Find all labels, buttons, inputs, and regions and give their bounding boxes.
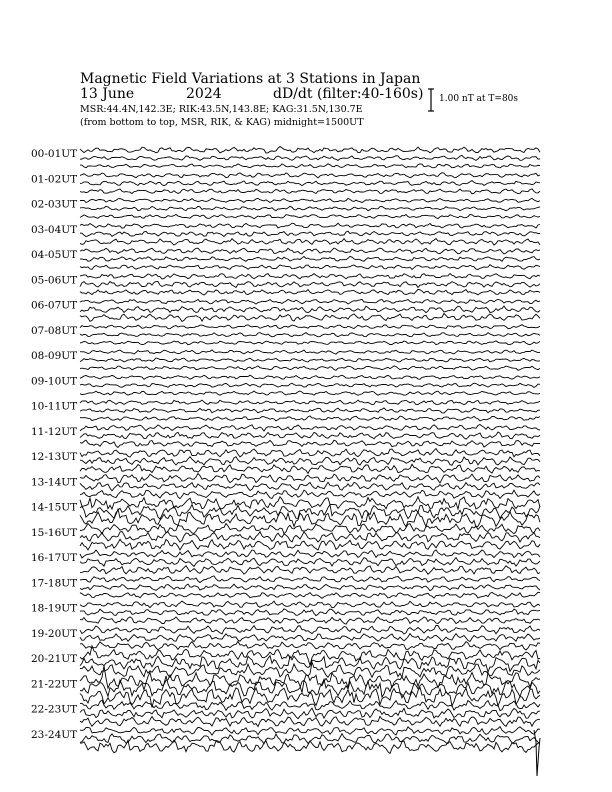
trace-rik xyxy=(80,155,540,160)
trace-kag xyxy=(80,400,540,405)
trace-rik xyxy=(80,609,540,616)
trace-kag xyxy=(80,700,540,710)
trace-rik xyxy=(80,482,540,491)
hour-label: 10-11UT xyxy=(31,400,78,413)
trace-rik xyxy=(80,256,540,261)
trace-kag xyxy=(80,425,540,432)
trace-kag xyxy=(80,727,540,736)
trace-msr xyxy=(80,341,540,345)
hour-label: 06-07UT xyxy=(31,299,78,312)
trace-msr xyxy=(80,265,540,270)
hour-label: 17-18UT xyxy=(31,577,78,590)
trace-kag xyxy=(80,223,540,228)
trace-msr xyxy=(80,566,540,575)
trace-kag xyxy=(80,449,540,458)
trace-msr xyxy=(80,440,540,447)
trace-kag xyxy=(80,601,540,608)
trace-rik xyxy=(80,584,540,591)
trace-kag xyxy=(80,625,540,634)
hour-label: 22-23UT xyxy=(31,703,78,716)
trace-rik xyxy=(80,505,540,519)
trace-msr xyxy=(80,539,540,550)
trace-msr xyxy=(80,464,540,473)
trace-kag xyxy=(80,576,540,583)
trace-kag xyxy=(80,173,540,178)
trace-kag xyxy=(80,274,540,280)
quantity-label: dD/dt (filter:40-160s) xyxy=(273,86,424,102)
trace-msr xyxy=(80,391,540,395)
hour-label: 16-17UT xyxy=(31,552,78,564)
trace-msr xyxy=(80,617,540,624)
hour-label: 15-16UT xyxy=(31,526,78,539)
trace-msr xyxy=(80,592,540,598)
trace-msr xyxy=(80,164,540,168)
trace-kag xyxy=(80,248,540,254)
trace-rik xyxy=(80,558,540,567)
hour-label: 04-05UT xyxy=(31,249,78,261)
trace-rik xyxy=(80,531,540,542)
trace-kag xyxy=(80,147,540,154)
trace-rik xyxy=(80,358,540,362)
date-day: 13 June xyxy=(80,86,135,102)
trace-kag xyxy=(80,646,540,665)
date-year: 2024 xyxy=(186,86,222,102)
trace-kag xyxy=(80,325,540,329)
trace-rik xyxy=(80,676,540,698)
trace-kag xyxy=(80,524,540,534)
hour-label: 18-19UT xyxy=(31,602,78,615)
hour-label: 02-03UT xyxy=(31,198,78,211)
hour-label: 08-09UT xyxy=(31,350,78,362)
trace-kag xyxy=(80,198,540,202)
hour-label: 21-22UT xyxy=(31,678,78,691)
hour-label: 23-24UT xyxy=(31,728,78,741)
trace-msr-spike xyxy=(534,730,540,776)
trace-kag xyxy=(80,375,540,379)
hour-label: 03-04UT xyxy=(31,223,78,236)
trace-msr xyxy=(80,366,540,370)
hour-label: 01-02UT xyxy=(31,173,78,186)
hour-label: 07-08UT xyxy=(31,324,78,337)
trace-rik xyxy=(80,432,540,439)
hour-label: 19-20UT xyxy=(31,627,78,640)
trace-rik xyxy=(80,383,540,387)
trace-msr xyxy=(80,641,540,650)
trace-kag xyxy=(80,474,540,483)
trace-kag xyxy=(80,497,540,509)
scale-label: 1.00 nT at T=80s xyxy=(439,94,519,104)
trace-rik xyxy=(80,634,540,642)
trace-rik xyxy=(80,282,540,288)
trace-msr xyxy=(80,490,540,498)
trace-rik xyxy=(80,181,540,186)
trace-msr xyxy=(80,239,540,246)
trace-rik xyxy=(80,206,540,211)
trace-rik xyxy=(80,408,540,413)
trace-kag xyxy=(80,550,540,558)
trace-msr xyxy=(80,716,540,726)
hour-label: 14-15UT xyxy=(31,501,78,514)
trace-msr xyxy=(80,314,540,322)
trace-rik xyxy=(80,306,540,313)
hour-label: 13-14UT xyxy=(31,476,78,489)
trace-rik xyxy=(80,457,540,466)
hour-label: 09-10UT xyxy=(31,375,78,388)
hour-label: 20-21UT xyxy=(31,653,78,665)
trace-kag xyxy=(80,666,540,693)
hour-label: 11-12UT xyxy=(31,425,78,438)
trace-msr xyxy=(80,289,540,295)
trace-kag xyxy=(80,299,540,304)
trace-rik xyxy=(80,333,540,337)
trace-rik xyxy=(80,734,540,744)
trace-msr xyxy=(80,416,540,421)
chart-title: Magnetic Field Variations at 3 Stations in Japan xyxy=(80,71,421,87)
trace-msr xyxy=(80,509,540,527)
station-coordinates: MSR:44.4N,142.3E; RIK:43.5N,143.8E; KAG:31.5N,130.7E xyxy=(80,104,363,115)
hour-label: 00-01UT xyxy=(31,148,78,160)
hour-label: 12-13UT xyxy=(31,451,78,463)
hour-label: 05-06UT xyxy=(31,274,78,287)
trace-rik xyxy=(80,231,540,236)
trace-kag xyxy=(80,350,540,354)
station-order-note: (from bottom to top, MSR, RIK, & KAG) midnight=1500UT xyxy=(80,117,364,128)
trace-msr xyxy=(80,214,540,218)
trace-msr xyxy=(80,189,540,194)
trace-rik xyxy=(80,708,540,719)
